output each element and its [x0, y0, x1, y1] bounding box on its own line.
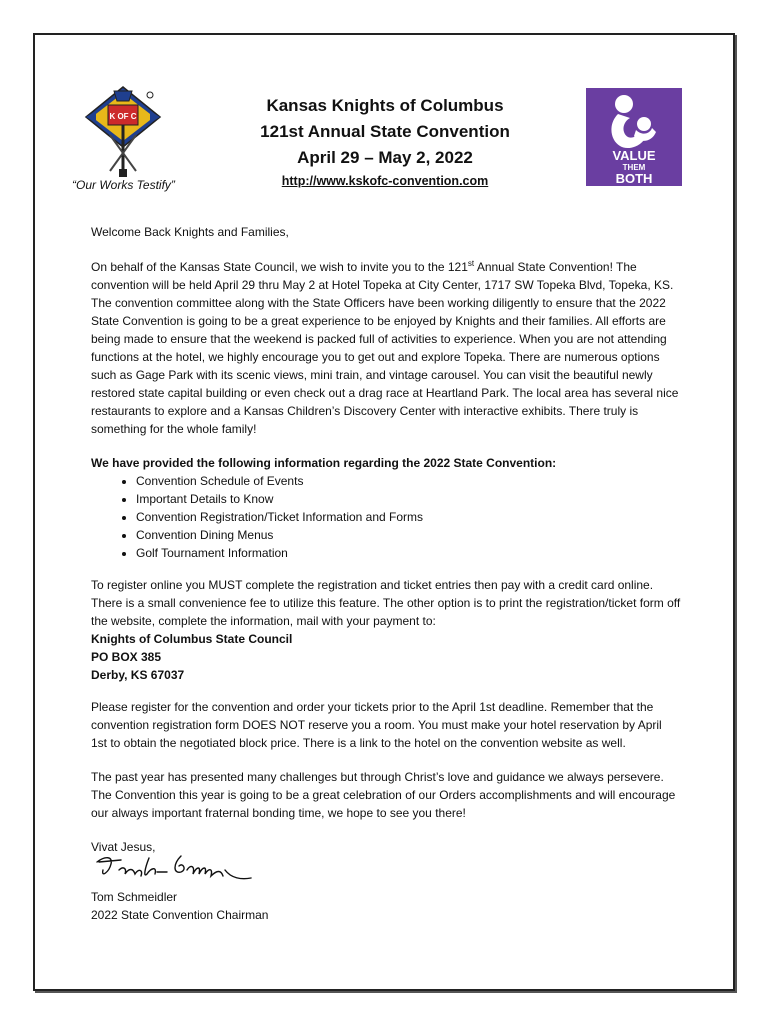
event-dates: April 29 – May 2, 2022 — [297, 148, 473, 167]
list-item: • Convention Registration/Ticket Information and Forms — [136, 508, 681, 526]
list-item: • Convention Schedule of Events — [136, 472, 681, 490]
header-title-block — [205, 93, 565, 188]
vtb-word-them: THEM — [622, 163, 646, 172]
deadline-paragraph: Please register for the convention and order your tickets prior to the April 1st deadline. Remember that the convention registration form DOES NOT reserve you a room. You must make your hotel reservation by April 1st to obtain the negotiated block price. There is a link to the hotel on the convention website as well. — [91, 700, 662, 750]
kofc-emblem-logo — [82, 83, 164, 183]
intro-paragraph: On behalf of the Kansas State Council, we wish to invite you to the 121st Annual State Convention! The convention will be held April 29 thru May 2 at Hotel Topeka at City Center, 1717 SW Topeka Blvd, Topeka, KS. The convention committee along with the State Officers have been working diligently to ensure that the 2022 State Convention is going to be a great experience to be enjoyed by Knights and their families. All efforts are being made to ensure that the weekend is packed full of activities to experience. When you are not attending functions at the hotel, we highly encourage you to get out and explore Topeka. There are numerous options such as Gage Park with its scenic views, mini train, and vintage carousel. You can visit the beautiful newly restored state capital building or even check out a drag race at Heartland Park. The local area has several nice restaurants to explore and a Kansas Children’s Discovery Center with interactive exhibits. There truly is something for the whole family! — [91, 259, 679, 436]
info-list — [91, 472, 681, 562]
list-item: • Important Details to Know — [136, 490, 681, 508]
greeting: Welcome Back Knights and Families, — [91, 225, 289, 239]
vtb-word-both: BOTH — [615, 171, 653, 186]
list-item: • Golf Tournament Information — [136, 544, 681, 562]
signer-title: 2022 State Convention Chairman — [91, 908, 269, 922]
letter-body — [91, 223, 681, 924]
signer-block — [91, 888, 681, 924]
registration-paragraph: To register online you MUST complete the registration and ticket entries then pay with a credit card online. There is a small convenience fee to utilize this feature. The other option is to print the registration/ticket form off the website, complete the information, mail with your payment to: — [91, 578, 681, 628]
address-line: Knights of Columbus State Council — [91, 632, 293, 646]
list-item: • Convention Dining Menus — [136, 526, 681, 544]
address-line: PO BOX 385 — [91, 650, 162, 664]
svg-text:K OF C: K OF C — [109, 112, 137, 121]
event-title: 121st Annual State Convention — [260, 122, 510, 141]
mailing-address — [91, 630, 681, 684]
vtb-word-value: VALUE — [612, 148, 656, 163]
closing-paragraph: The past year has presented many challenges but through Christ’s love and guidance we always persevere. The Convention this year is going to be a great celebration of our Orders accomplishments and will encourage our always important fraternal bonding time, we hope to see you there! — [91, 770, 676, 820]
sign-off: Vivat Jesus, — [91, 840, 156, 854]
org-title: Kansas Knights of Columbus — [266, 96, 504, 115]
handwritten-signature — [91, 848, 256, 886]
address-line: Derby, KS 67037 — [91, 668, 185, 682]
info-list-heading: We have provided the following information regarding the 2022 State Convention: — [91, 456, 557, 470]
convention-website-link[interactable]: http://www.kskofc-convention.com — [281, 174, 489, 188]
signature-area — [91, 838, 681, 888]
value-them-both-logo — [586, 88, 682, 186]
motto: “Our Works Testify” — [72, 178, 175, 192]
signer-name: Tom Schmeidler — [91, 890, 178, 904]
